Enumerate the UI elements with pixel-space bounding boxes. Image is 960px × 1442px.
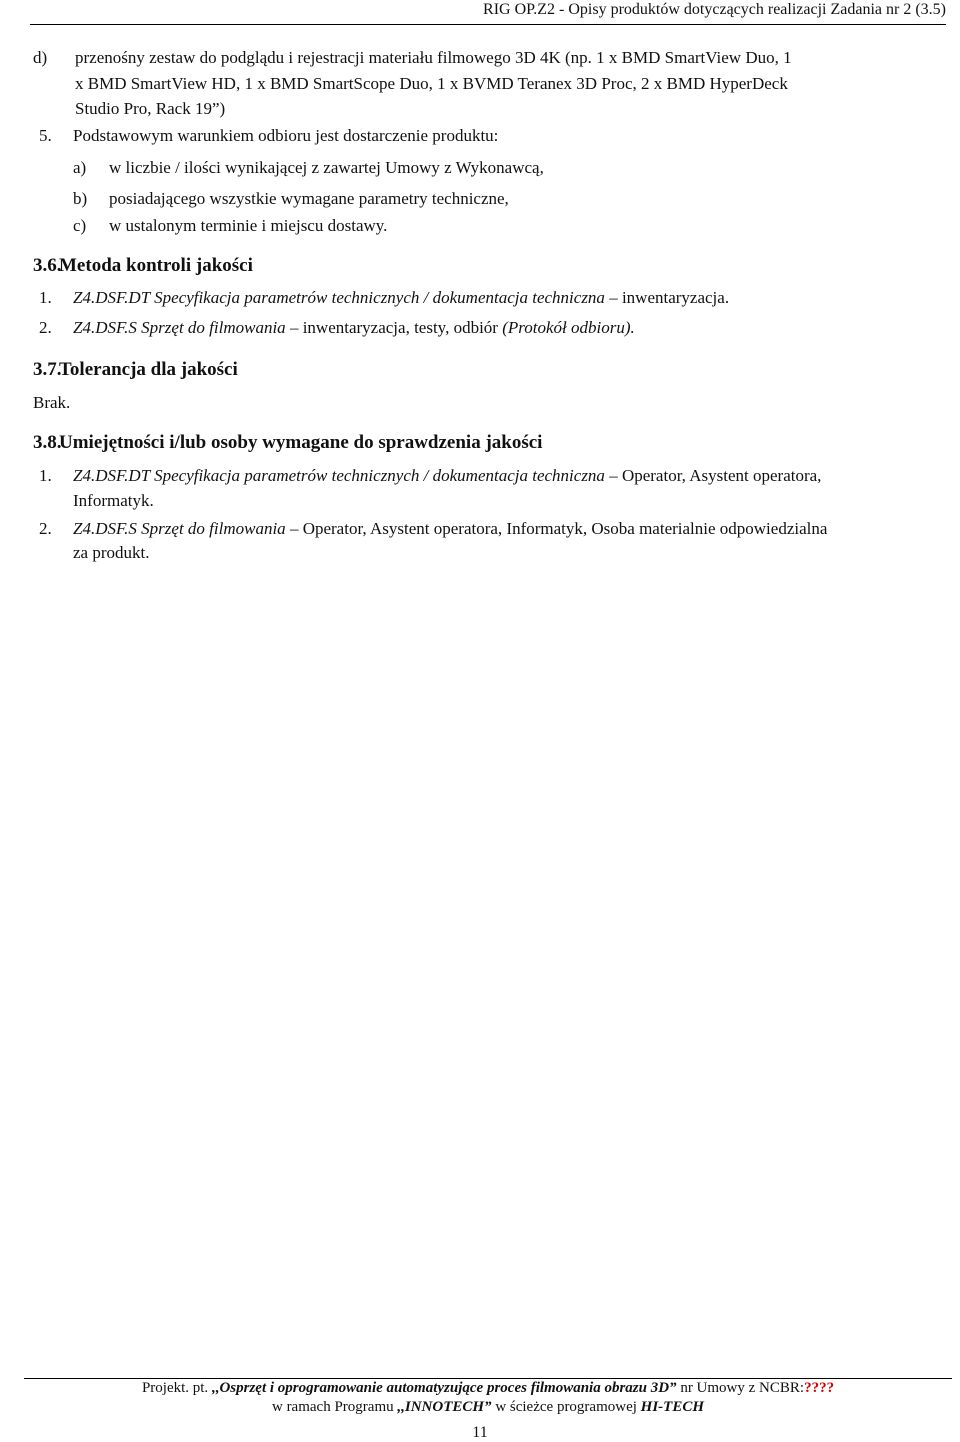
footer-contract: nr Umowy z NCBR: [680, 1380, 805, 1396]
point5-item-b-text: posiadającego wszystkie wymagane parametry techniczne, [109, 189, 509, 208]
item-d-line3: Studio Pro, Rack 19”) [75, 99, 226, 118]
point5-text: Podstawowym warunkiem odbioru jest dostarczenie produktu: [73, 126, 499, 145]
section-3-6-title: Metoda kontroli jakości [59, 255, 253, 276]
section-3-8-item1-ref: Z4.DSF.DT Specyfikacja parametrów technicznych / dokumentacja techniczna [73, 466, 605, 485]
footer-program: ,,INNOTECH” [397, 1399, 492, 1415]
section-3-8-item2-ref: Z4.DSF.S Sprzęt do filmowania [73, 519, 286, 538]
footer-contract-no: ???? [804, 1380, 835, 1396]
item-d-line2: x BMD SmartView HD, 1 x BMD SmartScope Duo, 1 x BVMD Teranex 3D Proc, 2 x BMD HyperDeck [75, 74, 788, 93]
section-3-8-item1-cont: Informatyk. [73, 491, 154, 510]
section-3-6-item2-num: 2. [39, 318, 52, 337]
section-3-8-item1-text: – Operator, Asystent operatora, [609, 466, 822, 485]
section-3-8-item2-text: – Operator, Asystent operatora, Informatyk, Osoba materialnie odpowiedzialna [289, 519, 828, 538]
section-3-6-item1-num: 1. [39, 288, 52, 307]
section-3-8-number: 3.8. [33, 432, 62, 453]
section-3-7-title: Tolerancja dla jakości [59, 359, 238, 380]
section-3-6-item2-tail: (Protokół odbioru). [502, 318, 635, 337]
page-number: 11 [472, 1424, 488, 1441]
footer-line2-a: w ramach Programu [271, 1399, 394, 1415]
section-3-8-item1 [73, 464, 821, 488]
page-footer [24, 1378, 952, 1417]
section-3-6-item2 [73, 316, 635, 340]
section-3-6-number: 3.6. [33, 255, 62, 276]
section-3-8-item2 [73, 517, 827, 541]
footer-line2 [24, 1398, 952, 1417]
section-3-8-title: Umiejętności i/lub osoby wymagane do sprawdzenia jakości [59, 432, 543, 453]
section-3-6-item2-ref: Z4.DSF.S Sprzęt do filmowania [73, 318, 286, 337]
section-3-6-item1-ref: Z4.DSF.DT Specyfikacja parametrów technicznych / dokumentacja techniczna [73, 288, 605, 307]
section-3-7-number: 3.7. [33, 359, 62, 380]
section-3-6-item1 [73, 286, 729, 310]
point5-item-c-label: c) [73, 216, 87, 235]
page-header [30, 0, 946, 25]
section-3-8-item1-num: 1. [39, 466, 52, 485]
section-3-7-body: Brak. [33, 393, 71, 412]
header-text: RIG OP.Z2 - Opisy produktów dotyczących realizacji Zadania nr 2 (3.5) [483, 1, 946, 18]
section-3-6-item2-text: – inwentaryzacja, testy, odbiór [289, 318, 498, 337]
item-d-line1: przenośny zestaw do podglądu i rejestracji materiału filmowego 3D 4K (np. 1 x BMD SmartView Duo, 1 [75, 48, 792, 67]
footer-path: HI-TECH [640, 1399, 705, 1415]
footer-prefix: Projekt. pt. [141, 1380, 209, 1396]
point5-label: 5. [39, 126, 52, 145]
footer-line1 [24, 1379, 952, 1398]
footer-project: ,,Osprzęt i oprogramowanie automatyzujące proces filmowania obrazu 3D” [211, 1380, 677, 1396]
section-3-8-item2-num: 2. [39, 519, 52, 538]
item-d-label: d) [33, 48, 48, 67]
point5-item-a-text: w liczbie / ilości wynikającej z zawartej Umowy z Wykonawcą, [109, 158, 544, 177]
point5-item-c-text: w ustalonym terminie i miejscu dostawy. [109, 216, 388, 235]
point5-item-a-label: a) [73, 158, 87, 177]
section-3-8-item2-cont: za produkt. [73, 543, 150, 562]
section-3-6-item1-text: – inwentaryzacja. [609, 288, 730, 307]
footer-line2-b: w ścieżce programowej [495, 1399, 637, 1415]
point5-item-b-label: b) [73, 189, 88, 208]
